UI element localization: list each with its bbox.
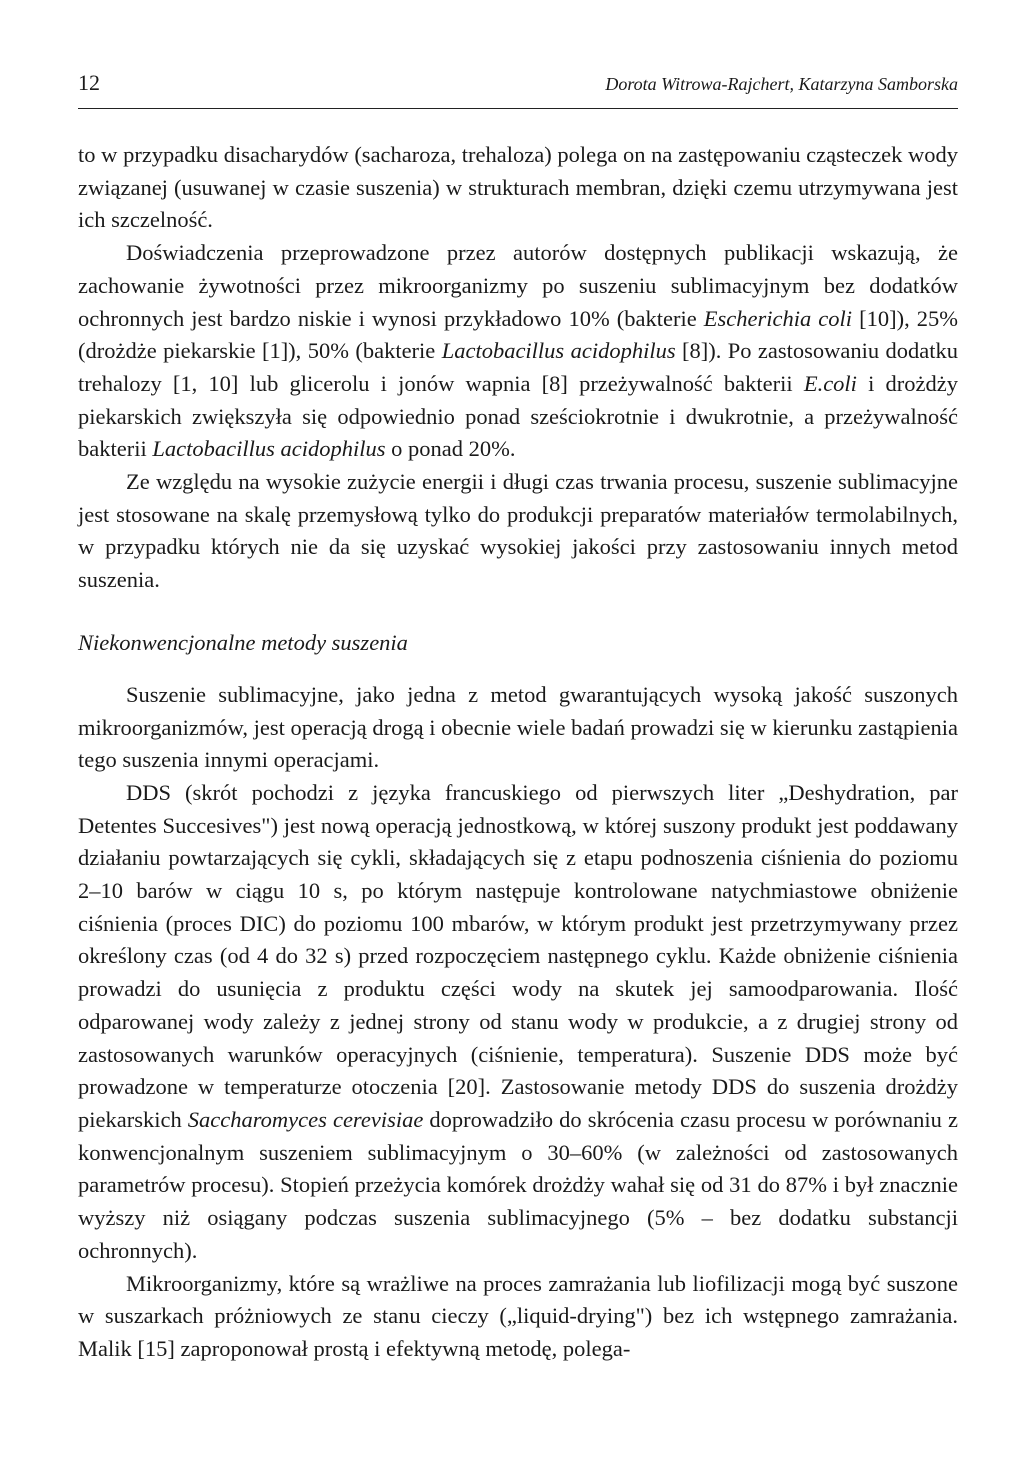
paragraph [78,777,958,1268]
paragraph [78,466,958,597]
running-header-authors: Dorota Witrowa-Rajchert, Katarzyna Samborska [605,74,958,94]
text-run: DDS (skrót pochodzi z języka francuskiego od pierwszych liter „Deshydration, par Detentes Succesives") jest nową operacją jednostkową, w której suszony produkt jest poddawany działaniu powtarzających się cykli, składających się z etapu podnoszenia ciśnienia do poziomu 2–10 barów w ciągu 10 s, po którym następuje kontrolowane natychmiastowe obniżenie ciśnienia (proces DIC) do poziomu 100 mbarów, w którym produkt jest przetrzymywany przez określony czas (od 4 do 32 s) przed rozpoczęciem następnego cyklu. Każde obniżenie ciśnienia prowadzi do usunięcia z produktu części wody na skutek jej samoodparowania. Ilość odparowanej wody zależy z jednej strony od stanu wody w produkcie, a z drugiej strony od zastosowanych warunków operacyjnych (ciśnienie, temperatura). Suszenie DDS może być prowadzone w temperaturze otoczenia [20]. Zastosowanie metody DDS do suszenia drożdży piekarskich [78,779,958,1132]
italic-term: Saccharomyces cerevisiae [187,1106,424,1132]
text-run: [8]). Po zastosowaniu dodatku trehalozy [1, 10] lub glicerolu i jonów wapnia [8] przeżywalność bakterii [78,338,959,396]
paragraph [78,679,958,777]
paragraph [78,139,958,237]
section-heading: Niekonwencjonalne metody suszenia [78,629,408,655]
text-run: [10]), 25% (drożdże piekarskie [1]), 50% (bakterie [78,305,958,364]
text-run: to w przypadku disacharydów (sacharoza, trehaloza) polega on na zastępowaniu cząsteczek wody związanej (usuwanej w czasie suszenia) w strukturach membran, dzięki czemu utrzymywana jest ich szczelność. [78,142,958,233]
italic-term: Lactobacillus acidophilus [152,436,386,462]
italic-term: Lactobacillus acidophilus [441,338,676,364]
document-page [78,70,958,1366]
italic-term: Escherichia coli [703,305,853,331]
paragraph [78,1268,958,1366]
text-run: Suszenie sublimacyjne, jako jedna z metod gwarantujących wysoką jakość suszonych mikroorganizmów, jest operacją drogą i obecnie wiele badań prowadzi się w kierunku zastąpienia tego suszenia innymi operacjami. [78,681,958,773]
paragraph [78,237,958,466]
italic-term: E.coli [803,370,857,396]
text-run: doprowadziło do skrócenia czasu procesu w porównaniu z konwencjonalnym suszeniem sublimacyjnym o 30–60% (w zależności od zastosowanych parametrów procesu). Stopień przeżycia komórek drożdży wahał się od 31 do 87% i był znacznie wyższy niż osiągany podczas suszenia sublimacyjnego (5% – bez dodatku substancji ochronnych). [78,1106,958,1263]
page-number: 12 [78,70,100,95]
text-run: o ponad 20%. [385,436,516,462]
text-run: i drożdży piekarskich zwiększyła się odpowiednio ponad sześciokrotnie i dwukrotnie, a przeżywalność bakterii [78,370,959,462]
text-run: Ze względu na wysokie zużycie energii i długi czas trwania procesu, suszenie sublimacyjne jest stosowane na skalę przemysłową tylko do produkcji preparatów materiałów termolabilnych, w przypadku których nie da się uzyskać wysokiej jakości przy zastosowaniu innych metod suszenia. [78,469,958,593]
body-text [78,139,958,1366]
text-run: Mikroorganizmy, które są wrażliwe na proces zamrażania lub liofilizacji mogą być suszone w suszarkach próżniowych ze stanu cieczy („liquid-drying") bez ich wstępnego zamrażania. Malik [15] zaproponował prostą i efektywną metodę, polega- [78,1270,958,1361]
text-run: Doświadczenia przeprowadzone przez autorów dostępnych publikacji wskazują, że zachowanie żywotności przez mikroorganizmy po suszeniu sublimacyjnym bez dodatków ochronnych jest bardzo niskie i wynosi przykładowo 10% (bakterie [78,240,958,331]
running-header [78,70,958,109]
